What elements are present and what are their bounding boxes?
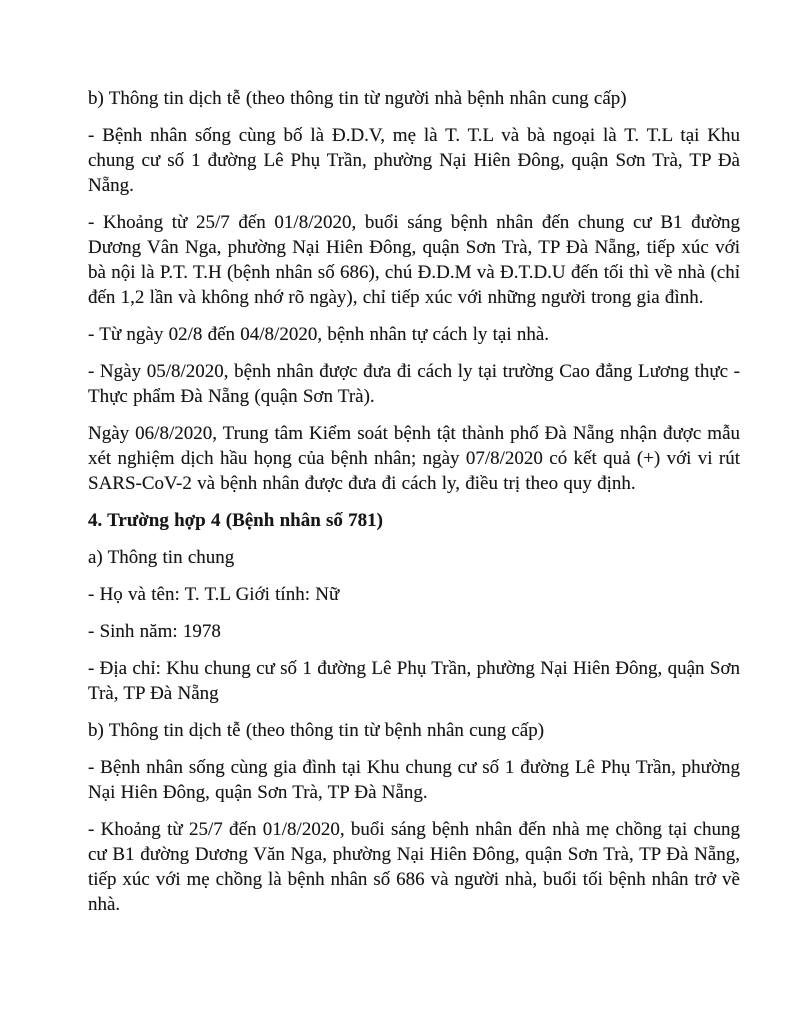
paragraph-case4-household: - Bệnh nhân sống cùng gia đình tại Khu chung cư số 1 đường Lê Phụ Trần, phường Nại Hiên Đông, quận Sơn Trà, TP Đà Nẵng.: [88, 757, 740, 803]
paragraph-case4-contact-history: - Khoảng từ 25/7 đến 01/8/2020, buổi sáng bệnh nhân đến nhà mẹ chồng tại chung cư B1 đường Dương Văn Nga, phường Nại Hiên Đông, quận Sơn Trà, TP Đà Nẵng, tiếp xúc với mẹ chồng là bệnh nhân số 686 và người nhà, buổi tối bệnh nhân trở về nhà.: [88, 819, 740, 915]
paragraph-case3-contact-history: - Khoảng từ 25/7 đến 01/8/2020, buổi sáng bệnh nhân đến chung cư B1 đường Dương Vân Nga, phường Nại Hiên Đông, quận Sơn Trà, TP Đà Nẵng, tiếp xúc với bà nội là P.T. T.H (bệnh nhân số 686), chú Đ.D.M và Đ.T.D.U đến tối thì về nhà (chỉ đến 1,2 lần và không nhớ rõ ngày), chỉ tiếp xúc với những người trong gia đình.: [88, 212, 740, 308]
paragraph-case3-household: - Bệnh nhân sống cùng bố là Đ.D.V, mẹ là T. T.L và bà ngoại là T. T.L tại Khu chung cư số 1 đường Lê Phụ Trần, phường Nại Hiên Đông, quận Sơn Trà, TP Đà Nẵng.: [88, 125, 740, 196]
paragraph-case4-birth-year: - Sinh năm: 1978: [88, 621, 221, 642]
paragraph-case3-self-quarantine: - Từ ngày 02/8 đến 04/8/2020, bệnh nhân tự cách ly tại nhà.: [88, 324, 550, 345]
paragraph-case4-name-gender: - Họ và tên: T. T.L Giới tính: Nữ: [88, 584, 340, 605]
paragraph-general-info-label: a) Thông tin chung: [88, 547, 235, 568]
paragraph-case3-test-result: Ngày 06/8/2020, Trung tâm Kiểm soát bệnh tật thành phố Đà Nẵng nhận được mẫu xét nghiệm dịch hầu họng của bệnh nhân; ngày 07/8/2020 có kết quả (+) với vi rút SARS-CoV-2 và bệnh nhân được đưa đi cách ly, điều trị theo quy định.: [88, 423, 740, 494]
paragraph-epi-info-case4: b) Thông tin dịch tễ (theo thông tin từ bệnh nhân cung cấp): [88, 720, 545, 741]
paragraph-epi-info-case3: b) Thông tin dịch tễ (theo thông tin từ người nhà bệnh nhân cung cấp): [88, 88, 627, 109]
paragraph-case3-quarantine-site: - Ngày 05/8/2020, bệnh nhân được đưa đi cách ly tại trường Cao đẳng Lương thực - Thực phẩm Đà Nẵng (quận Sơn Trà).: [88, 361, 740, 407]
paragraph-case4-address: - Địa chỉ: Khu chung cư số 1 đường Lê Phụ Trần, phường Nại Hiên Đông, quận Sơn Trà, TP Đà Nẵng: [88, 658, 740, 704]
report-body: [88, 86, 740, 929]
section-heading-case4: 4. Trường hợp 4 (Bệnh nhân số 781): [88, 510, 383, 531]
